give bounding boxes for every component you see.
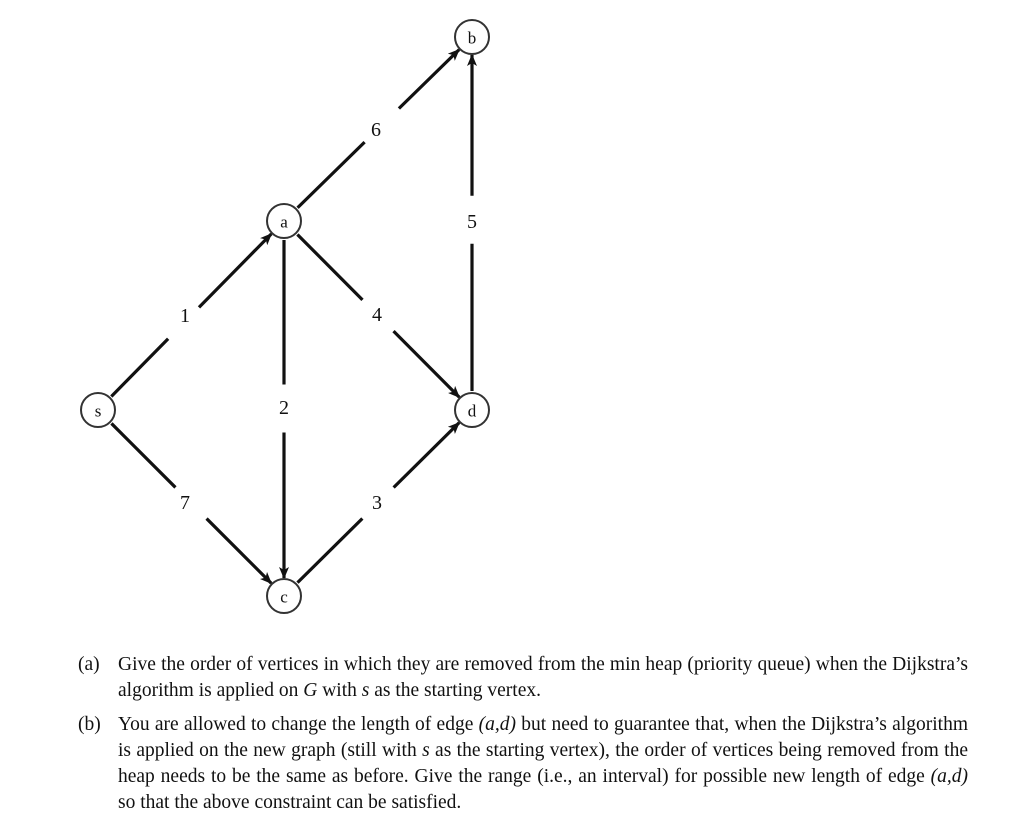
edge-arrow-a-d	[394, 331, 460, 397]
node-label: d	[467, 401, 477, 421]
question-text-segment: Give the order of vertices in which they are removed from the min heap (priority queue) when the Dijkstra’s algorithm is applied on	[118, 654, 968, 701]
question-a-marker: (a)	[78, 654, 100, 675]
node-c	[267, 579, 301, 613]
question-b	[78, 712, 968, 816]
edge-arrow-a-b	[399, 50, 459, 109]
edge-s-a	[111, 339, 168, 397]
math-symbol: (a,d)	[478, 714, 517, 735]
edge-a-d	[297, 234, 362, 299]
question-b-marker: (b)	[78, 714, 101, 735]
edge-weight-s-a: 1	[180, 305, 190, 327]
question-text-segment: so that the above constraint can be satisfied.	[118, 792, 462, 813]
math-symbol: s	[422, 740, 430, 761]
edge-arrow-s-c	[207, 519, 272, 584]
edge-weight-a-c: 2	[279, 397, 289, 419]
edge-weight-c-d: 3	[372, 492, 382, 514]
edge-s-c	[111, 423, 175, 487]
edge-weight-d-b: 5	[467, 211, 477, 233]
edge-weight-a-d: 4	[372, 304, 382, 326]
node-b	[455, 20, 489, 54]
question-text-segment: You are allowed to change the length of edge	[118, 714, 479, 735]
node-label: s	[94, 401, 102, 421]
node-label: a	[280, 212, 288, 232]
edge-c-d	[298, 518, 363, 582]
node-s	[81, 393, 115, 427]
node-label: b	[467, 28, 477, 48]
node-d	[455, 393, 489, 427]
edge-arrow-c-d	[394, 423, 460, 488]
question-text-segment: but need to guarantee that, when the Dijkstra’s algorithm is applied on the new graph (still with	[118, 714, 968, 761]
math-symbol: s	[361, 680, 370, 701]
edge-weight-a-b: 6	[371, 119, 381, 141]
math-symbol: (a,d)	[930, 766, 968, 787]
edge-weight-s-c: 7	[180, 492, 190, 514]
math-symbol: G	[303, 680, 318, 701]
question-list	[78, 652, 968, 824]
question-a-text	[118, 654, 968, 701]
edge-a-b	[298, 142, 365, 208]
node-a	[267, 204, 301, 238]
node-label: c	[280, 587, 288, 607]
question-a	[78, 652, 968, 704]
question-b-text	[118, 714, 968, 813]
question-text-segment: as the starting vertex.	[369, 680, 541, 701]
question-text-segment: as the starting vertex), the order of vertices being removed from the heap needs to be the same as before. Give the range (i.e., an interval) for possible new length of edge	[118, 740, 968, 787]
edge-arrow-s-a	[199, 234, 271, 308]
question-text-segment: with	[317, 680, 362, 701]
